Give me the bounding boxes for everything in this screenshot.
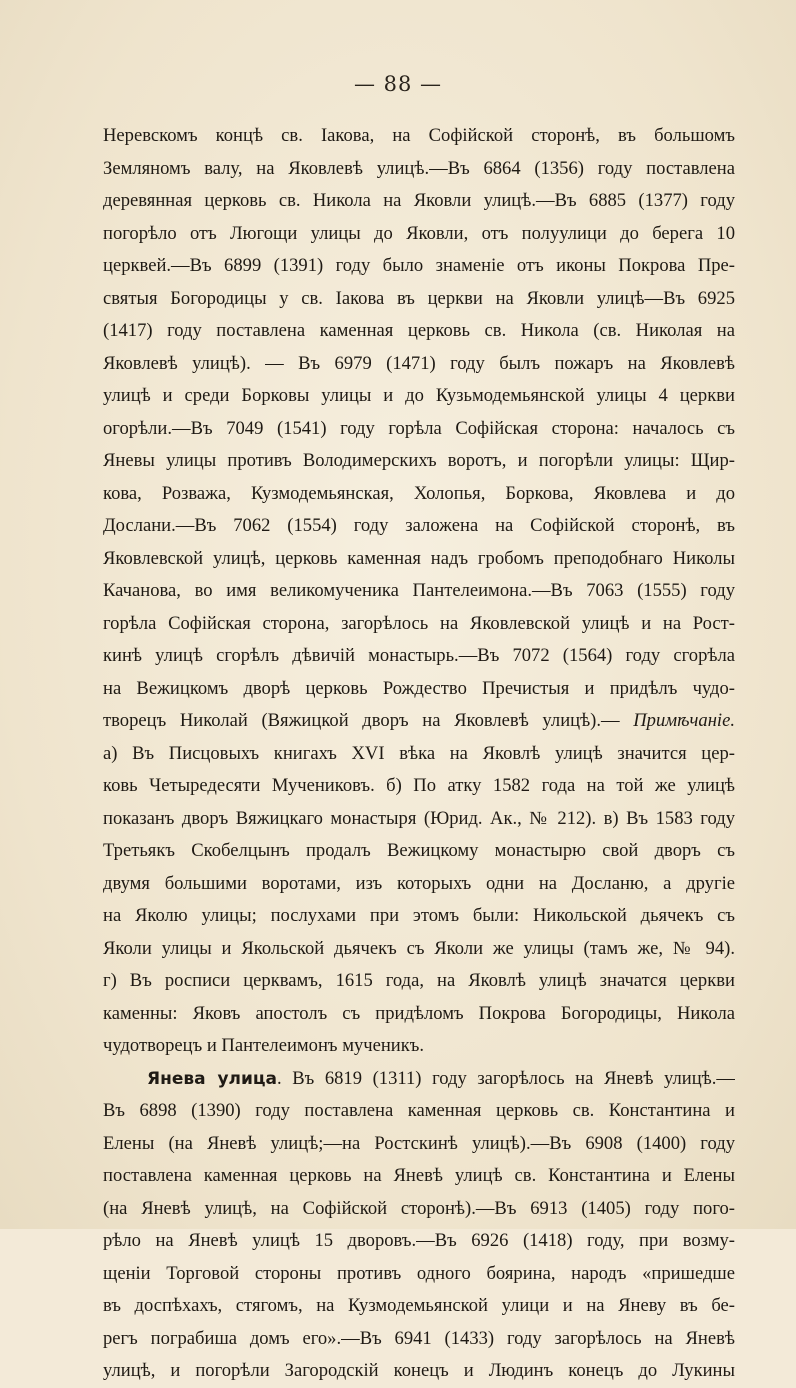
- text-span: щеніи Торговой стороны противъ одного боярина, народъ «пришедше: [103, 1262, 735, 1284]
- text-span: на Вежицкомъ дворѣ церковь Рождество Пречистыя и придѣлъ чудо-: [103, 677, 735, 699]
- text-span: (1417) году поставлена каменная церковь св. Никола (св. Николая на: [103, 320, 735, 341]
- text-span: Дослани.—Въ 7062 (1554) году заложена на Софійской сторонѣ, въ: [103, 515, 735, 536]
- text-line: [103, 673, 735, 706]
- text-line: [103, 1355, 735, 1388]
- text-span: кова, Розважа, Кузмодемьянская, Холопья, Боркова, Яковлева и до: [103, 482, 735, 504]
- text-span: регъ пограбиша домъ его».—Въ 6941 (1433) году загорѣлось на Яневѣ: [103, 1327, 735, 1349]
- body-text: [103, 120, 735, 1388]
- text-span: кинѣ улицѣ сгорѣлъ дѣвичій монастырь.—Въ 7072 (1564) году сгорѣла: [103, 645, 735, 666]
- text-span: двумя большими воротами, изъ которыхъ одни на Досланю, а другіе: [103, 872, 735, 894]
- text-line: [103, 283, 735, 316]
- section-heading: Янева улица: [147, 1068, 277, 1089]
- text-span: Яколи улицы и Якольской дьячекъ съ Яколи же улицы (тамъ же, № 94).: [103, 937, 735, 959]
- text-span: чудотворецъ и Пантелеимонъ мученикъ.: [103, 1035, 425, 1056]
- text-line: [103, 120, 735, 153]
- text-line: [103, 738, 735, 771]
- text-line: [103, 510, 735, 543]
- text-line: [103, 348, 735, 381]
- text-line: [103, 835, 735, 868]
- text-line: [103, 1095, 735, 1128]
- text-span: церквей.—Въ 6899 (1391) году было знаменіе отъ иконы Покрова Пре-: [103, 255, 735, 276]
- text-span: ковь Четыредесяти Мучениковъ. б) По атку 1582 года на той же улицѣ: [103, 775, 735, 796]
- text-span: Третьякъ Скобелцынъ продалъ Вежицкому монастырю свой дворъ съ: [103, 840, 735, 861]
- text-span: огорѣли.—Въ 7049 (1541) году горѣла Софійская сторона: началось съ: [103, 417, 735, 439]
- text-line: [103, 413, 735, 446]
- text-span: творецъ Николай (Вяжицкой дворъ на Яковлевѣ улицѣ).—: [103, 710, 634, 731]
- text-span: г) Въ росписи церквамъ, 1615 года, на Яковлѣ улицѣ значатся церкви: [103, 970, 735, 991]
- text-line: [103, 1160, 735, 1193]
- text-span: а) Въ Писцовыхъ книгахъ XVI вѣка на Яковлѣ улицѣ значится цер-: [103, 742, 735, 764]
- text-span: Въ 6898 (1390) году поставлена каменная церковь св. Константина и: [103, 1100, 735, 1121]
- text-line: [103, 250, 735, 283]
- text-line: [103, 1258, 735, 1291]
- text-line: [103, 153, 735, 186]
- text-span: Земляномъ валу, на Яковлевѣ улицѣ.—Въ 6864 (1356) году поставлена: [103, 157, 735, 179]
- text-line: [103, 640, 735, 673]
- text-span: погорѣло отъ Люгощи улицы до Яковли, отъ полуулици до берега 10: [103, 222, 735, 244]
- page-number: — 88 —: [353, 72, 443, 96]
- text-line: [103, 868, 735, 901]
- text-span: на Яколю улицы; послухами при этомъ были: Никольской дьячекъ съ: [103, 905, 735, 926]
- text-span: деревянная церковь св. Никола на Яковли улицѣ.—Въ 6885 (1377) году: [103, 190, 735, 211]
- text-span: улицѣ, и погорѣли Загородскій конецъ и Людинъ конецъ до Лукины: [103, 1360, 735, 1381]
- text-span: горѣла Софійская сторона, загорѣлось на Яковлевской улицѣ и на Рост-: [103, 612, 735, 634]
- text-line: [103, 1193, 735, 1226]
- text-line: [103, 1225, 735, 1258]
- text-line: [103, 1030, 735, 1063]
- text-line: [103, 900, 735, 933]
- text-line: [103, 705, 735, 738]
- text-span: Яковлевѣ улицѣ). — Въ 6979 (1471) году былъ пожаръ на Яковлевѣ: [103, 352, 735, 374]
- text-span: Яковлевской улицѣ, церковь каменная надъ гробомъ преподобнаго Николы: [103, 547, 735, 569]
- text-span: рѣло на Яневѣ улицѣ 15 дворовъ.—Въ 6926 (1418) году, при возму-: [103, 1230, 735, 1251]
- text-line: [103, 998, 735, 1031]
- text-span: показанъ дворъ Вяжицкаго монастыря (Юрид. Ак., № 212). в) Въ 1583 году: [103, 807, 735, 829]
- text-line: [103, 445, 735, 478]
- text-span: Неревскомъ концѣ св. Іакова, на Софійской сторонѣ, въ большомъ: [103, 125, 735, 146]
- text-span: (на Яневѣ улицѣ, на Софійской сторонѣ).—Въ 6913 (1405) году пого-: [103, 1197, 735, 1219]
- note-label: Примѣчаніе.: [633, 710, 735, 731]
- text-span: Елены (на Яневѣ улицѣ;—на Ростскинѣ улицѣ).—Въ 6908 (1400) году: [103, 1132, 735, 1154]
- text-line: [103, 1290, 735, 1323]
- text-span: Качанова, во имя великомученика Пантелеимона.—Въ 7063 (1555) году: [103, 580, 735, 601]
- text-line: [103, 608, 735, 641]
- text-span: въ доспѣхахъ, стягомъ, на Кузмодемьянской улици и на Яневу въ бе-: [103, 1295, 735, 1316]
- text-line: [103, 1128, 735, 1161]
- text-line: [103, 933, 735, 966]
- text-line: [103, 803, 735, 836]
- text-line: [103, 185, 735, 218]
- text-line: [103, 543, 735, 576]
- text-line: [103, 478, 735, 511]
- text-line: [103, 218, 735, 251]
- text-line: [103, 1323, 735, 1356]
- text-line: [103, 380, 735, 413]
- text-span: улицѣ и среди Борковы улицы и до Кузьмодемьянской улицы 4 церкви: [103, 385, 735, 406]
- text-span: поставлена каменная церковь на Яневѣ улицѣ св. Константина и Елены: [103, 1165, 735, 1186]
- text-line: [103, 575, 735, 608]
- text-span: каменны: Яковъ апостолъ съ придѣломъ Покрова Богородицы, Никола: [103, 1002, 735, 1024]
- text-span: Яневы улицы противъ Володимерскихъ воротъ, и погорѣли улицы: Щир-: [103, 450, 735, 471]
- text-span: . Въ 6819 (1311) году загорѣлось на Яневѣ улицѣ.—: [276, 1067, 735, 1089]
- text-line: [103, 1063, 735, 1096]
- text-line: [103, 770, 735, 803]
- text-span: святыя Богородицы у св. Іакова въ церкви на Яковли улицѣ—Въ 6925: [103, 287, 735, 309]
- text-line: [103, 965, 735, 998]
- text-line: [103, 315, 735, 348]
